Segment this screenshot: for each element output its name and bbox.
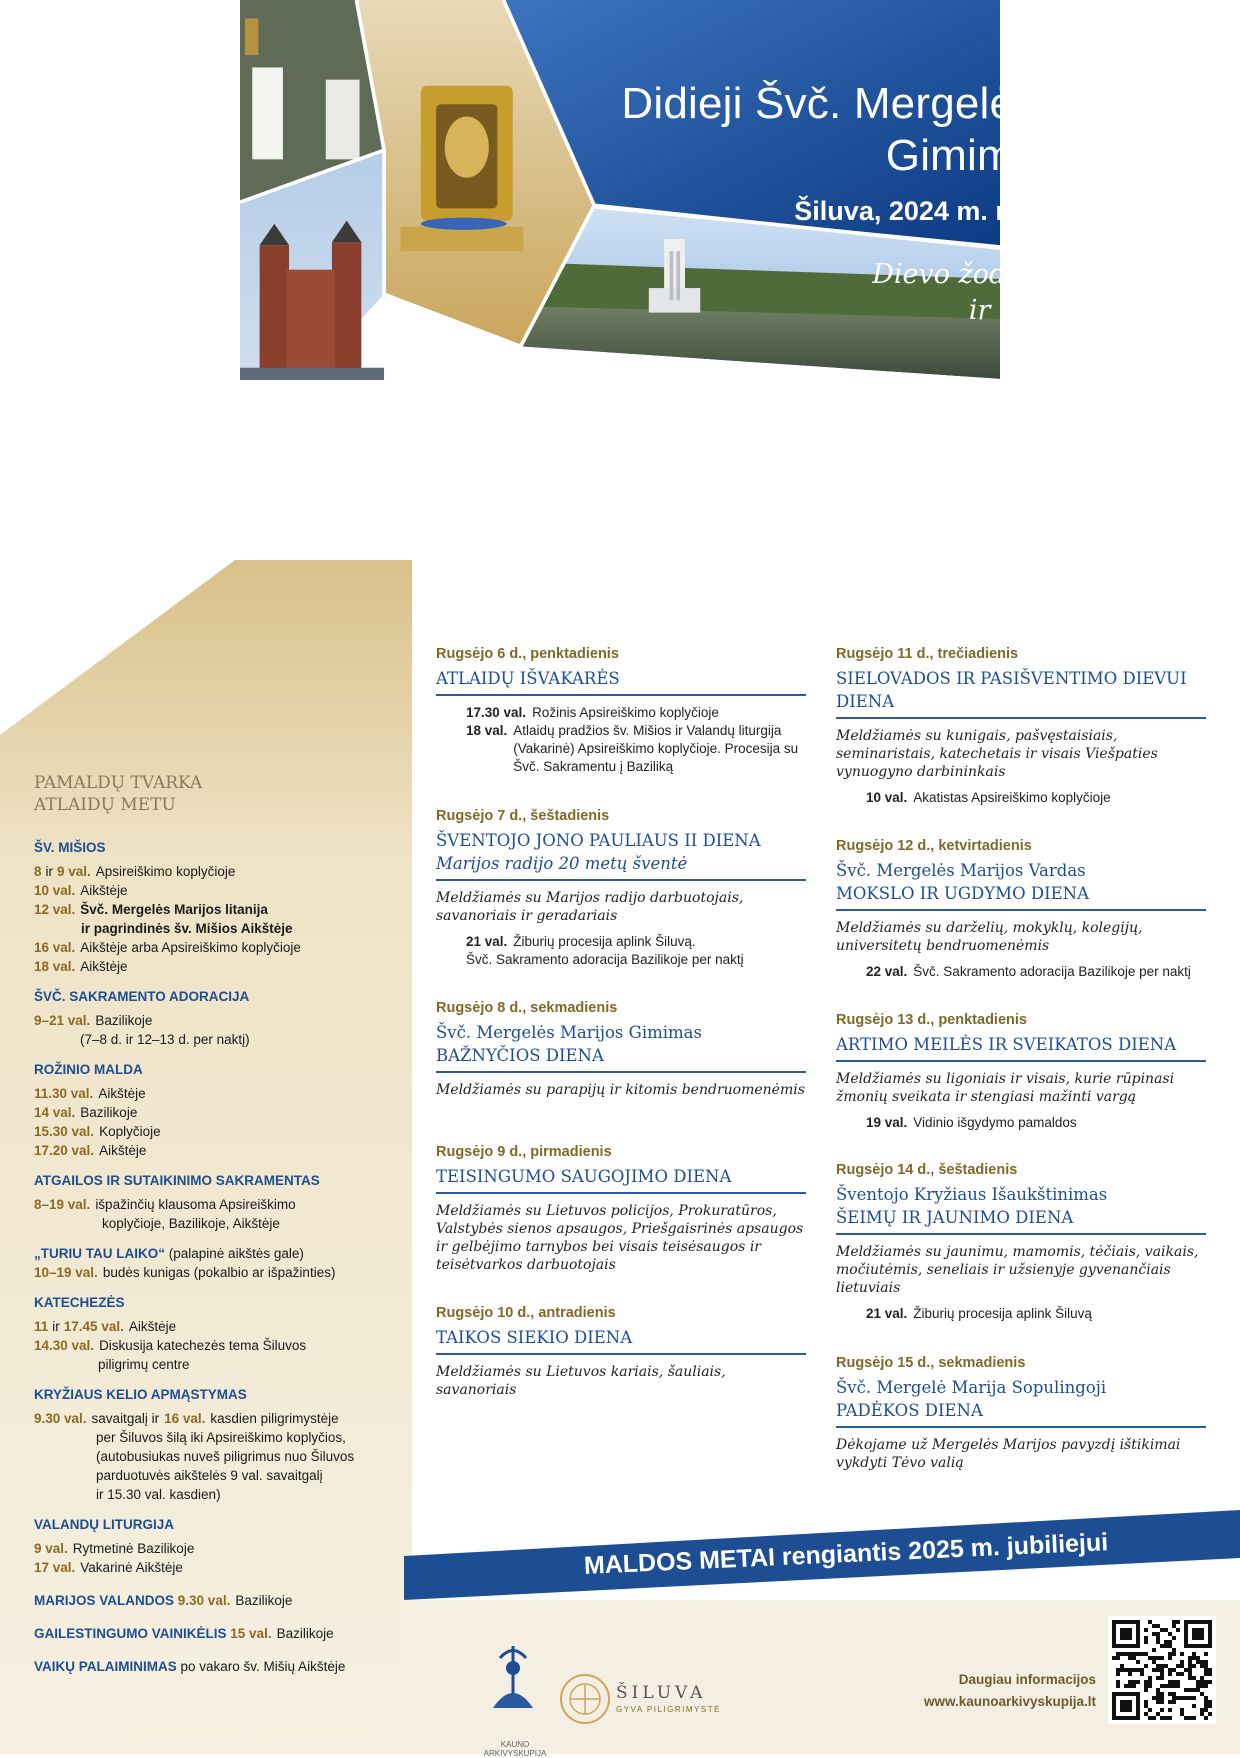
services-column bbox=[34, 772, 404, 1687]
section-katechezes: KATECHEZĖS 11 ir 17.45 val. Aikštėje 14.30 val. Diskusija katechezės tema Šiluvos piligrimų centre bbox=[34, 1295, 307, 1372]
section-adoracija: ŠVČ. SAKRAMENTO ADORACIJA 9–21 val. Bazilikoje (7–8 d. ir 12–13 d. per naktį) bbox=[34, 989, 250, 1047]
day-11: Rugsėjo 11 d., trečiadienis SIELOVADOS IR PASIŠVENTIMO DIEVUI DIENA Meldžiamės su kunigais, pašvęstaisiais, seminaristais, katechetais ir visais Viešpaties vynuogyno darbininkais 10 val. Akatistas Apsireiškimo koplyčioje bbox=[836, 646, 1206, 807]
day-10: Rugsėjo 10 d., antradienis TAIKOS SIEKIO DIENA Meldžiamės su Lietuvos kariais, šauliais, savanoriais bbox=[436, 1305, 806, 1399]
day-12: Rugsėjo 12 d., ketvirtadienis Švč. Mergelės Marijos Vardas MOKSLO IR UGDYMO DIENA Meldžiamės su darželių, mokyklų, kolegijų, universitetų bendruomenėmis 22 val. Švč. Sakramento adoracija Bazilikoje per naktį bbox=[836, 838, 1206, 981]
siluva-logo-mark bbox=[558, 1672, 612, 1726]
day-14: Rugsėjo 14 d., šeštadienis Šventojo Kryžiaus Išaukštinimas ŠEIMŲ IR JAUNIMO DIENA Meldžiamės su jaunimu, mamomis, tėčiais, vaikais, močiutėmis, seneliais ir užsienyje gyvenančiais lietuviais 21 val. Žiburių procesija aplink Šiluvą bbox=[836, 1162, 1206, 1323]
section-vaiku: VAIKŲ PALAIMINIMAS po vakaro šv. Mišių Aikštėje bbox=[34, 1659, 346, 1674]
day-9: Rugsėjo 9 d., pirmadienis TEISINGUMO SAUGOJIMO DIENA Meldžiamės su Lietuvos policijos, Prokuratūros, Valstybės sienos apsaugos, Priešgaisrinės apsaugos ir gelbėjimo tarnybos bei visais teisėsaugos ir teisėtvarkos darbuotojais bbox=[436, 1144, 806, 1274]
siluva-logo-subtext: GYVA PILIGRIMYSTĖ bbox=[616, 1705, 721, 1714]
event-row: 21 val. Žiburių procesija aplink Šiluvą. bbox=[466, 934, 696, 949]
section-misios: ŠV. MIŠIOS 8 ir 9 val. Apsireiškimo koplyčioje 10 val. Aikštėje 12 val. Švč. Mergelės Marijos litanija ir pagrindinės šv. Mišios Aikštėje 16 val. Aikštėje arba Apsireiškimo koplyčioje 18 val. Aikštėje bbox=[34, 840, 301, 974]
event-row: 22 val. Švč. Sakramento adoracija Bazilikoje per naktį bbox=[866, 964, 1191, 979]
event-row: 10 val. Akatistas Apsireiškimo koplyčioje bbox=[866, 790, 1111, 805]
section-marijos: MARIJOS VALANDOS 9.30 val. Bazilikoje bbox=[34, 1593, 293, 1608]
section-valandu: VALANDŲ LITURGIJA 9 val. Rytmetinė Bazilikoje 17 val. Vakarinė Aikštėje bbox=[34, 1517, 195, 1575]
siluva-logo-text: ŠILUVA bbox=[616, 1683, 707, 1703]
archdiocese-logo bbox=[478, 1638, 548, 1738]
event-row: 19 val. Vidinio išgydymo pamaldos bbox=[866, 1115, 1077, 1130]
day-6: Rugsėjo 6 d., penktadienis ATLAIDŲ IŠVAKARĖS 17.30 val. Rožinis Apsireiškimo koplyčioje 18 val. Atlaidų pradžios šv. Mišios ir Valandų liturgija (Vakarinė) Apsireiškimo koplyčioje. Procesija su Švč. Sakramentu į Baziliką bbox=[436, 646, 806, 776]
day-13: Rugsėjo 13 d., penktadienis ARTIMO MEILĖS IR SVEIKATOS DIENA Meldžiamės su ligoniais ir visais, kurie rūpinasi žmonių sveikata ir stengiasi mažinti vargą 19 val. Vidinio išgydymo pamaldos bbox=[836, 1012, 1206, 1132]
title-block bbox=[472, 78, 1192, 356]
motto-line2: ir veiksmingas bbox=[968, 295, 1168, 326]
jubilee-banner-text: MALDOS METAI rengiantis 2025 m. jubiliejui bbox=[583, 1528, 1109, 1580]
day-7: Rugsėjo 7 d., šeštadienis ŠVENTOJO JONO PAULIAUS II DIENA Marijos radijo 20 metų šventė Meldžiamės su Marijos radijo darbuotojais, savanoriais ir geradariais 21 val. Žiburių procesija aplink Šiluvą. Švč. Sakramento adoracija Bazilikoje per naktį bbox=[436, 808, 806, 969]
motto-line1: Dievo žodis yra gyvas bbox=[872, 259, 1168, 290]
section-atgaila: ATGAILOS IR SUTAIKINIMO SAKRAMENTAS 8–19 val. išpažinčių klausoma Apsireiškimo koplyčioje, Bazilikoje, Aikštėje bbox=[34, 1173, 320, 1231]
section-kryzius: KRYŽIAUS KELIO APMĄSTYMAS 9.30 val. savaitgalį ir 16 val. kasdien piligrimystėje per Šiluvos šilą iki Apsireiškimo koplyčios, (autobusiukas nuveš piligrimus nuo Šiluvos parduotuvės aikštelės 9 val. savaitgalį ir 15.30 val. kasdien) bbox=[34, 1387, 355, 1502]
event-row: 21 val. Žiburių procesija aplink Šiluvą bbox=[866, 1306, 1092, 1321]
services-heading: PAMALDŲ TVARKA ATLAIDŲ METU bbox=[34, 773, 203, 815]
day-15: Rugsėjo 15 d., sekmadienis Švč. Mergelė Marija Sopulingoji PADĖKOS DIENA Dėkojame už Mergelės Marijos pavyzdį ištikimai vykdyti Tėvo valią bbox=[836, 1355, 1206, 1472]
event-row: 17.30 val. Rožinis Apsireiškimo koplyčioje bbox=[466, 705, 719, 720]
section-rozinis: ROŽINIO MALDA 11.30 val. Aikštėje 14 val. Bazilikoje 15.30 val. Koplyčioje 17.20 val. Aikštėje bbox=[34, 1062, 161, 1158]
motto-reference: (Žyd 4, 12) bbox=[1099, 341, 1162, 356]
section-gailestingumo: GAILESTINGUMO VAINIKĖLIS 15 val. Bazilikoje bbox=[34, 1626, 334, 1641]
qr-code[interactable] bbox=[1108, 1616, 1216, 1724]
more-info-label: Daugiau informacijos bbox=[958, 1672, 1096, 1687]
section-turiu: „TURIU TAU LAIKO“ (palapinė aikštės gale) 10–19 val. budės kunigas (pokalbio ar išpažinties) bbox=[34, 1246, 336, 1280]
more-info-url[interactable]: www.kaunoarkivyskupija.lt bbox=[923, 1694, 1096, 1709]
archdiocese-logo-text: KAUNO ARKIVYSKUPIJA bbox=[483, 1740, 547, 1758]
place-date: Šiluva, 2024 m. rugsėjo 6–15 d. bbox=[794, 196, 1192, 226]
day-8: Rugsėjo 8 d., sekmadienis Švč. Mergelės Marijos Gimimas BAŽNYČIOS DIENA Meldžiamės su parapijų ir kitomis bendruomenėmis bbox=[436, 1000, 805, 1098]
main-title-line2: Gimimo atlaidai bbox=[885, 131, 1192, 180]
event-row: 18 val. Atlaidų pradžios šv. Mišios ir Valandų liturgija (Vakarinė) Apsireiškimo koplyčioje. Procesija su Švč. Sakramentu į Baziliką bbox=[466, 723, 799, 774]
more-info bbox=[868, 1669, 1096, 1713]
main-title-line1: Didieji Švč. Mergelės Marijos bbox=[621, 79, 1192, 128]
